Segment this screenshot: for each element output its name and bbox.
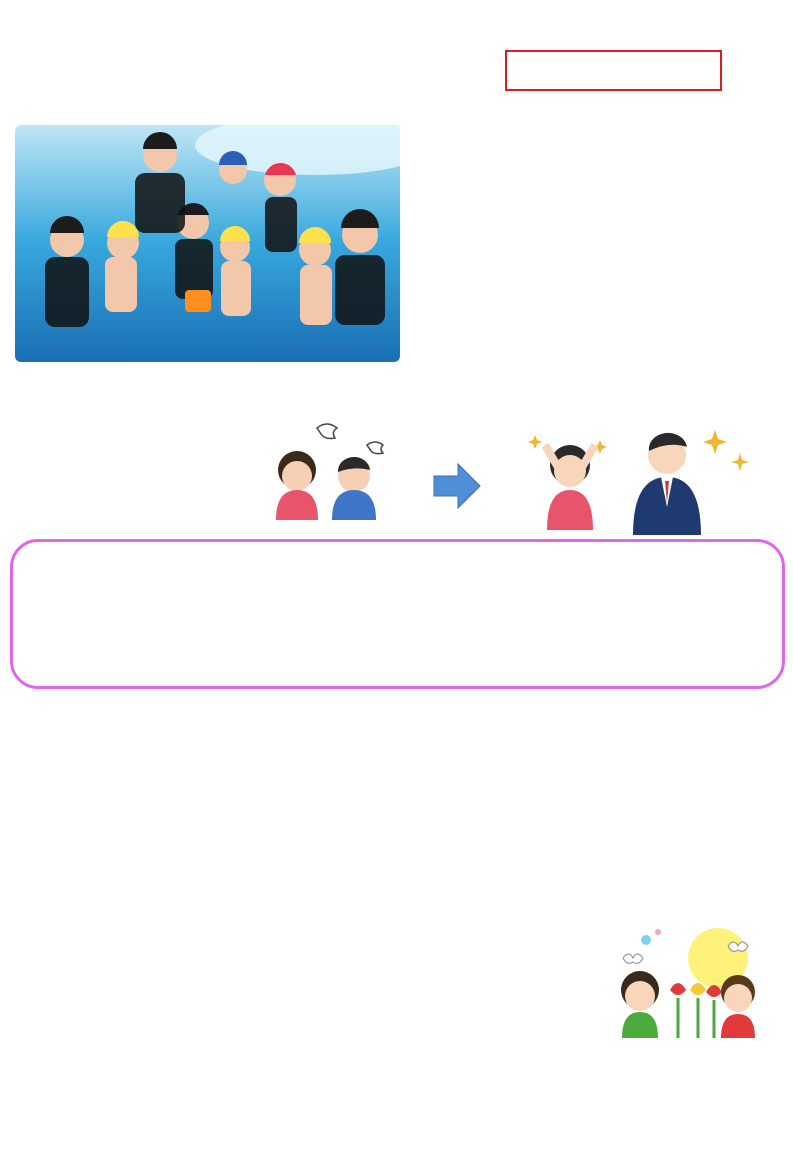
homepage-qr-code-icon[interactable]: [26, 1102, 74, 1150]
pool-photo: [15, 125, 400, 362]
spring-kids-illustration: [618, 928, 760, 1038]
instagram-qr-code-icon[interactable]: [202, 1102, 250, 1150]
right-arrow-icon: [432, 462, 482, 510]
worried-parents-illustration: [262, 420, 402, 520]
trial-banner: [505, 50, 722, 91]
sns-labels: [17, 1074, 77, 1085]
happy-family-illustration: [525, 425, 760, 535]
message-box: [10, 539, 785, 689]
facebook-qr-code-icon[interactable]: [113, 1102, 161, 1150]
